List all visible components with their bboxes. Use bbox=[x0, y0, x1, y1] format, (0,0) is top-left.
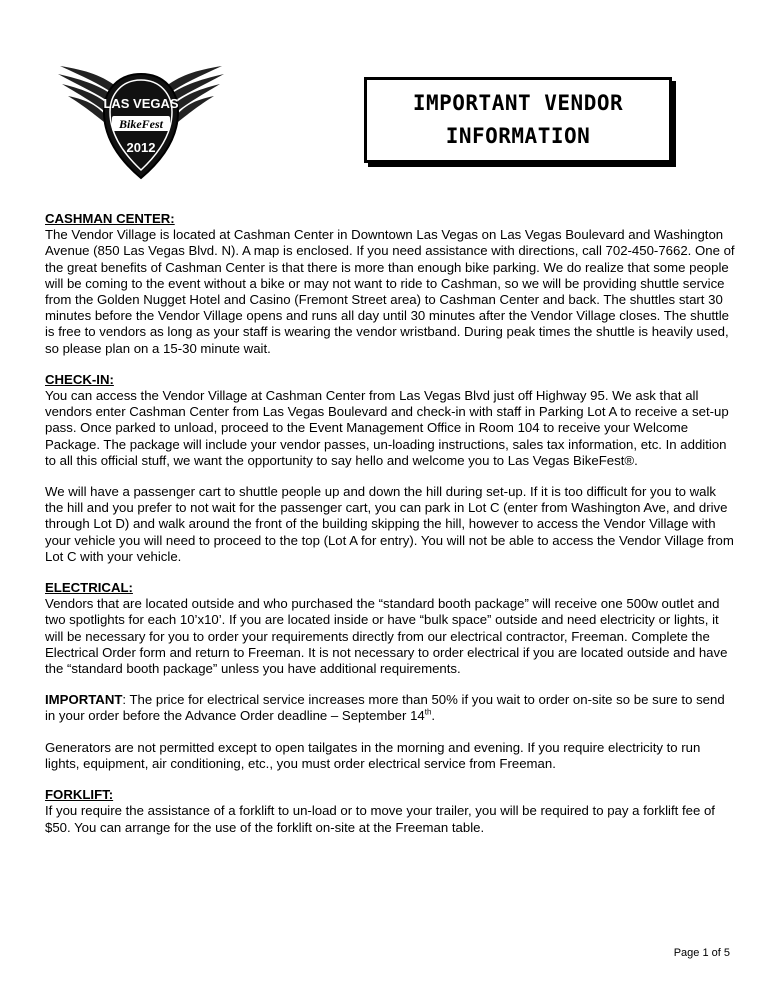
title-line-1: IMPORTANT VENDOR bbox=[412, 91, 624, 115]
page-number: Page 1 of 5 bbox=[673, 947, 730, 959]
section-heading: CASHMAN CENTER: bbox=[45, 211, 175, 226]
important-sup: th bbox=[424, 708, 432, 718]
title-box bbox=[364, 77, 672, 163]
section-body: If you require the assistance of a forklift to un-load or to move your trailer, you will be required to pay a forklift fee of $50. You can arrange for the use of the forklift on-site at the Freeman table. bbox=[45, 803, 715, 835]
section-body: Vendors that are located outside and who purchased the “standard booth package” will receive one 500w outlet and two spotlights for each 10’x10’. If you are located inside or have “bulk space” outside and need electricity or lights, it will be necessary for you to order your requirements directly from our electrical contractor, Freeman. Complete the Electrical Order form and return to Freeman. It is not necessary to order electrical if you are located outside and have the “standard booth package” unless you have additional requirements. bbox=[45, 596, 728, 677]
logo-arc-text: LAS VEGAS bbox=[103, 96, 179, 111]
important-end: . bbox=[431, 708, 436, 724]
section-check-in bbox=[45, 372, 735, 565]
section-body: The Vendor Village is located at Cashman Center in Downtown Las Vegas on Las Vegas Boulevard and Washington Avenue (850 Las Vegas Blvd. N). A map is enclosed. If you need assistance with directions, call 702-450-7662. One of the great benefits of Cashman Center is that there is more than enough bike parking. We do realize that some people will be coming to the event without a bike or may not want to ride to Cashman, so we will be providing shuttle service from the Golden Nugget Hotel and Casino (Fremont Street area) to Cashman Center and back. The shuttles start 30 minutes before the Vendor Village opens and runs all day until 30 minutes after the Vendor Village closes. The shuttle is free to vendors as long as your staff is wearing the vendor wristband. During peak times the shuttle is heavily used, so please plan on a 15-30 minute wait. bbox=[45, 227, 735, 356]
logo-year-text: 2012 bbox=[126, 140, 156, 155]
logo-brand-text: BikeFest bbox=[119, 117, 163, 131]
section-electrical bbox=[45, 580, 735, 772]
important-label: IMPORTANT bbox=[45, 692, 123, 708]
section-heading: ELECTRICAL: bbox=[45, 580, 133, 596]
section-heading: FORKLIFT: bbox=[45, 787, 114, 803]
las-vegas-bikefest-logo bbox=[56, 62, 226, 182]
section-body: You can access the Vendor Village at Cashman Center from Las Vegas Blvd just off Highway 95. We ask that all vendors enter Cashman Center from Las Vegas Boulevard and check-in with staff in Parking Lot A to receive a set-up pass. Once parked to unload, proceed to the Event Management Office in Room 104 to receive your Welcome Package. The package will include your vendor passes, un-loading instructions, sales tax information, etc. In addition to all this official stuff, we want the opportunity to say hello and welcome you to Las Vegas BikeFest®. bbox=[45, 388, 729, 468]
title-line-2: INFORMATION bbox=[445, 124, 591, 148]
section-cashman-center bbox=[45, 211, 735, 357]
important-note bbox=[45, 692, 735, 724]
section-body-2: We will have a passenger cart to shuttle people up and down the hill during set-up. If it is too difficult for you to walk the hill and you prefer to not wait for the passenger cart, you can park in Lot C (enter from Washington Ave, and drive through Lot D) and walk around the front of the building skipping the hill, however to access the Vendor Village with your vehicle you will need to proceed to the top (Lot A for entry). You will not be able to access the Vendor Village from Lot C with your vehicle. bbox=[45, 484, 734, 564]
section-forklift bbox=[45, 787, 735, 836]
section-heading: CHECK-IN: bbox=[45, 371, 114, 387]
document-body bbox=[45, 211, 735, 851]
section-body-3: Generators are not permitted except to open tailgates in the morning and evening. If you require electricity to run lights, equipment, air conditioning, etc., you must order electrical service from Freeman. bbox=[45, 739, 701, 771]
important-text: : The price for electrical service increases more than 50% if you wait to order on-site so be sure to send in your order before the Advance Order deadline – September 14 bbox=[45, 692, 725, 724]
